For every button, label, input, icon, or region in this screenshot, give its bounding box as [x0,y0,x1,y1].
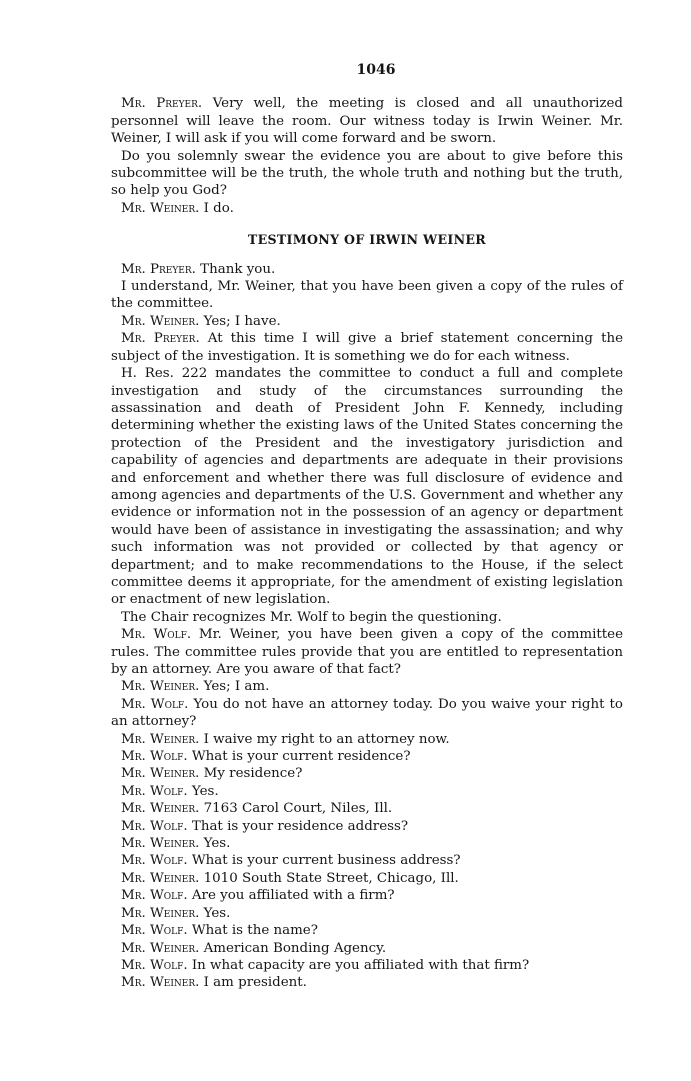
speaker-label: Mr. Weiner. [121,313,200,329]
paragraph-text: 7163 Carol Court, Niles, Ill. [203,801,393,817]
paragraph-text: Do you solemnly swear the evidence you are about to give before this subcommittee will be the truth, the whole truth and nothing but the truth, so help you God? [111,148,623,199]
paragraph-text: You do not have an attorney today. Do you waive your right to an attorney? [111,696,623,730]
paragraph-text: What is your current residence? [191,749,411,765]
paragraph [111,278,623,313]
paragraph [111,957,623,974]
paragraph-text: Are you affiliated with a firm? [191,888,395,904]
paragraph-text: Thank you. [200,261,276,277]
paragraph-text: Mr. Weiner, you have been given a copy of the committee rules. The committee rules provide that you are entitled to representation by an attorney. Are you aware of that fact? [111,627,623,677]
speaker-label: Mr. Wolf. [121,627,192,643]
paragraph [111,261,623,278]
speaker-label: Mr. Weiner. [121,200,200,216]
speaker-label: Mr. Weiner. [121,940,200,956]
paragraph [111,852,623,869]
paragraph [111,974,623,991]
paragraph [111,922,623,939]
speaker-label: Mr. Wolf. [121,783,188,799]
paragraph-text: Yes. [191,783,219,799]
speaker-label: Mr. Weiner. [121,836,200,852]
paragraph-text: My residence? [203,766,303,782]
paragraph [111,940,623,957]
paragraph-text: Very well, the meeting is closed and all unauthorized personnel will leave the room. Our witness today is Irwin Weiner. Mr. Weiner, I will ask if you will come forward and be sworn. [111,96,623,147]
speaker-label: Mr. Wolf. [121,818,188,834]
speaker-label: Mr. Preyer. [121,261,196,277]
paragraph [111,765,623,782]
paragraph [111,748,623,765]
paragraph-text: 1010 South State Street, Chicago, Ill. [203,870,459,886]
paragraph [111,148,623,200]
paragraph [111,200,623,217]
paragraph [111,626,623,678]
speaker-label: Mr. Wolf. [121,923,188,939]
paragraph-text: American Bonding Agency. [203,940,387,956]
paragraph-text: H. Res. 222 mandates the committee to conduct a full and complete investigation and study of the circumstances surrounding the assassination and death of President John F. Kennedy, including determining whether the existing laws of the United States concerning the protection of the President and the investigatory jurisdiction and capability of agencies and departments are adequate in their provisions and enforcement and whether there was full disclosure of evidence and among agencies and departments of the U.S. Government and whether any evidence or information not in the possession of an agency or department would have been of assistance in investigating the assassination; and why such information was not provided or collected by that agency or department; and to make recommendations to the House, if the select committee deems it appropriate, for the amendment of existing legislation or enactment of new legislation. [111,366,623,608]
paragraph-text: What is your current business address? [191,853,461,869]
paragraph-text: I waive my right to an attorney now. [203,731,450,747]
speaker-label: Mr. Weiner. [121,679,200,695]
paragraph-text: Yes; I have. [203,313,281,329]
paragraph [111,731,623,748]
paragraph-text: I understand, Mr. Weiner, that you have been given a copy of the rules of the committee. [111,279,623,312]
paragraph-text: Yes. [203,905,231,921]
paragraph [111,678,623,695]
paragraph [111,696,623,731]
paragraph [111,365,623,609]
paragraph-text: What is the name? [191,923,318,939]
speaker-label: Mr. Wolf. [121,888,188,904]
testimony-body [111,261,623,992]
speaker-label: Mr. Weiner. [121,975,200,991]
speaker-label: Mr. Preyer. [121,96,203,112]
speaker-label: Mr. Wolf. [121,749,188,765]
paragraph [111,870,623,887]
paragraph [111,887,623,904]
speaker-label: Mr. Weiner. [121,801,200,817]
paragraph [111,95,623,147]
paragraph-text: The Chair recognizes Mr. Wolf to begin the questioning. [121,609,502,625]
speaker-label: Mr. Wolf. [121,853,188,869]
opening-exchange [111,95,623,217]
speaker-label: Mr. Weiner. [121,766,200,782]
paragraph [111,330,623,365]
speaker-label: Mr. Weiner. [121,731,200,747]
paragraph [111,835,623,852]
page-number: 1046 [356,62,396,78]
paragraph-text: Yes; I am. [203,679,270,695]
paragraph-text: That is your residence address? [191,818,409,834]
paragraph-text: At this time I will give a brief statement concerning the subject of the investigation. It is something we do for each witness. [111,331,623,364]
paragraph [111,800,623,817]
paragraph [111,783,623,800]
paragraph [111,818,623,835]
speaker-label: Mr. Preyer. [121,331,200,347]
paragraph-text: In what capacity are you affiliated with that firm? [191,957,530,973]
speaker-label: Mr. Wolf. [121,696,189,712]
speaker-label: Mr. Wolf. [121,957,188,973]
section-heading: TESTIMONY OF IRWIN WEINER [247,232,487,248]
speaker-label: Mr. Weiner. [121,905,200,921]
paragraph [111,905,623,922]
paragraph [111,313,623,330]
paragraph [111,609,623,626]
paragraph-text: Yes. [203,836,231,852]
paragraph-text: I am president. [203,975,307,991]
document-page [111,0,623,992]
speaker-label: Mr. Weiner. [121,870,200,886]
paragraph-text: I do. [203,200,234,216]
